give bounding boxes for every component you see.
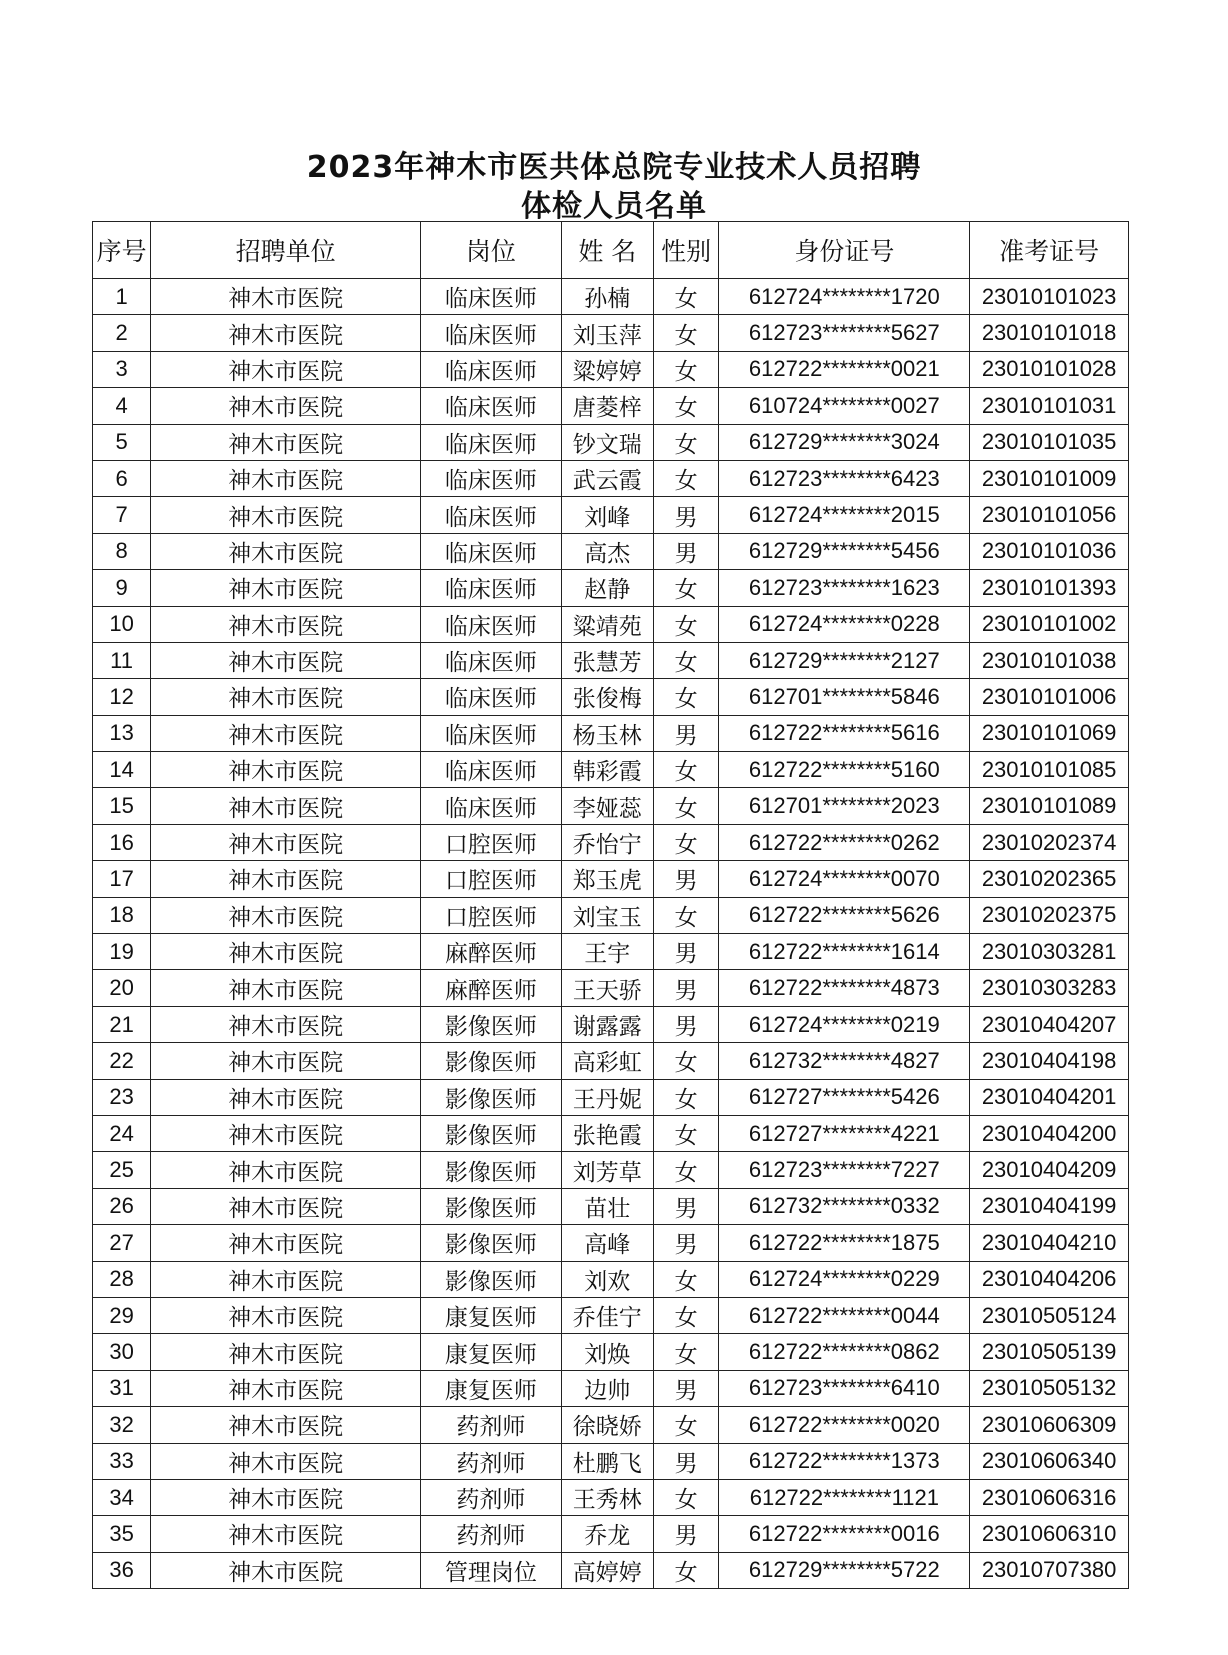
cell-id-number: 612722********1121 — [719, 1479, 970, 1515]
cell-name: 边帅 — [561, 1370, 653, 1406]
cell-id-number: 612729********3024 — [719, 424, 970, 460]
cell-name: 王宇 — [561, 934, 653, 970]
cell-id-number: 612723********1623 — [719, 570, 970, 606]
cell-id-number: 612722********4873 — [719, 970, 970, 1006]
cell-serial: 16 — [93, 824, 151, 860]
cell-id-number: 612722********0044 — [719, 1297, 970, 1333]
cell-id-number: 612722********1875 — [719, 1225, 970, 1261]
cell-serial: 21 — [93, 1006, 151, 1042]
cell-gender: 男 — [653, 1225, 719, 1261]
cell-exam-number: 23010101036 — [970, 533, 1129, 569]
cell-unit: 神木市医院 — [151, 497, 421, 533]
cell-exam-number: 23010101089 — [970, 788, 1129, 824]
cell-serial: 36 — [93, 1552, 151, 1588]
cell-position: 临床医师 — [421, 351, 562, 387]
document-subtitle: 体检人员名单 — [521, 189, 707, 224]
cell-serial: 4 — [93, 388, 151, 424]
cell-unit: 神木市医院 — [151, 1334, 421, 1370]
cell-gender: 男 — [653, 970, 719, 1006]
cell-serial: 17 — [93, 861, 151, 897]
cell-id-number: 612729********2127 — [719, 642, 970, 678]
cell-serial: 23 — [93, 1079, 151, 1115]
table-row — [93, 1407, 1129, 1443]
cell-position: 临床医师 — [421, 788, 562, 824]
cell-serial: 30 — [93, 1334, 151, 1370]
cell-exam-number: 23010404207 — [970, 1006, 1129, 1042]
cell-serial: 9 — [93, 570, 151, 606]
cell-exam-number: 23010101393 — [970, 570, 1129, 606]
table-row — [93, 1479, 1129, 1515]
cell-id-number: 612732********0332 — [719, 1188, 970, 1224]
table-row — [93, 533, 1129, 569]
cell-gender: 男 — [653, 715, 719, 751]
cell-exam-number: 23010303283 — [970, 970, 1129, 1006]
cell-name: 粱靖苑 — [561, 606, 653, 642]
cell-position: 临床医师 — [421, 497, 562, 533]
table-row — [93, 970, 1129, 1006]
cell-name: 张俊梅 — [561, 679, 653, 715]
cell-exam-number: 23010101009 — [970, 460, 1129, 496]
cell-exam-number: 23010101002 — [970, 606, 1129, 642]
table-row — [93, 388, 1129, 424]
cell-id-number: 612701********2023 — [719, 788, 970, 824]
cell-position: 药剂师 — [421, 1516, 562, 1552]
cell-id-number: 612732********4827 — [719, 1043, 970, 1079]
table-row — [93, 279, 1129, 315]
cell-name: 刘玉萍 — [561, 315, 653, 351]
cell-gender: 女 — [653, 606, 719, 642]
cell-unit: 神木市医院 — [151, 570, 421, 606]
cell-name: 高婷婷 — [561, 1552, 653, 1588]
table-row — [93, 1006, 1129, 1042]
cell-exam-number: 23010101038 — [970, 642, 1129, 678]
cell-position: 临床医师 — [421, 679, 562, 715]
cell-unit: 神木市医院 — [151, 1552, 421, 1588]
cell-serial: 29 — [93, 1297, 151, 1333]
cell-serial: 22 — [93, 1043, 151, 1079]
cell-name: 郑玉虎 — [561, 861, 653, 897]
cell-id-number: 612722********5160 — [719, 752, 970, 788]
cell-id-number: 612701********5846 — [719, 679, 970, 715]
table-row — [93, 679, 1129, 715]
cell-gender: 女 — [653, 752, 719, 788]
table-row — [93, 1443, 1129, 1479]
cell-position: 临床医师 — [421, 570, 562, 606]
cell-id-number: 612722********0021 — [719, 351, 970, 387]
cell-id-number: 612723********5627 — [719, 315, 970, 351]
cell-unit: 神木市医院 — [151, 1261, 421, 1297]
cell-serial: 15 — [93, 788, 151, 824]
cell-position: 临床医师 — [421, 533, 562, 569]
cell-id-number: 612724********0228 — [719, 606, 970, 642]
cell-gender: 男 — [653, 1516, 719, 1552]
cell-exam-number: 23010606316 — [970, 1479, 1129, 1515]
cell-gender: 女 — [653, 1261, 719, 1297]
cell-gender: 女 — [653, 351, 719, 387]
cell-unit: 神木市医院 — [151, 1297, 421, 1333]
table-row — [93, 460, 1129, 496]
cell-unit: 神木市医院 — [151, 606, 421, 642]
cell-position: 临床医师 — [421, 388, 562, 424]
cell-id-number: 612727********5426 — [719, 1079, 970, 1115]
cell-name: 李娅蕊 — [561, 788, 653, 824]
cell-gender: 男 — [653, 934, 719, 970]
header-unit: 招聘单位 — [151, 222, 421, 279]
cell-gender: 女 — [653, 1407, 719, 1443]
cell-gender: 女 — [653, 788, 719, 824]
cell-position: 临床医师 — [421, 315, 562, 351]
cell-exam-number: 23010101069 — [970, 715, 1129, 751]
cell-position: 临床医师 — [421, 752, 562, 788]
cell-id-number: 612722********0262 — [719, 824, 970, 860]
cell-exam-number: 23010101085 — [970, 752, 1129, 788]
table-row — [93, 1334, 1129, 1370]
cell-gender: 女 — [653, 1479, 719, 1515]
cell-gender: 女 — [653, 1334, 719, 1370]
cell-unit: 神木市医院 — [151, 460, 421, 496]
cell-name: 王天骄 — [561, 970, 653, 1006]
cell-name: 杨玉林 — [561, 715, 653, 751]
header-serial: 序号 — [93, 222, 151, 279]
cell-gender: 男 — [653, 1443, 719, 1479]
cell-unit: 神木市医院 — [151, 1370, 421, 1406]
cell-name: 张慧芳 — [561, 642, 653, 678]
cell-serial: 13 — [93, 715, 151, 751]
cell-exam-number: 23010101023 — [970, 279, 1129, 315]
cell-name: 唐菱梓 — [561, 388, 653, 424]
cell-exam-number: 23010404209 — [970, 1152, 1129, 1188]
table-row — [93, 351, 1129, 387]
table-row — [93, 606, 1129, 642]
cell-id-number: 612727********4221 — [719, 1115, 970, 1151]
cell-unit: 神木市医院 — [151, 715, 421, 751]
cell-serial: 25 — [93, 1152, 151, 1188]
cell-unit: 神木市医院 — [151, 1225, 421, 1261]
cell-serial: 34 — [93, 1479, 151, 1515]
cell-unit: 神木市医院 — [151, 1516, 421, 1552]
cell-name: 赵静 — [561, 570, 653, 606]
cell-serial: 27 — [93, 1225, 151, 1261]
cell-serial: 20 — [93, 970, 151, 1006]
cell-id-number: 612729********5456 — [719, 533, 970, 569]
table-row — [93, 1370, 1129, 1406]
cell-position: 药剂师 — [421, 1407, 562, 1443]
cell-unit: 神木市医院 — [151, 1006, 421, 1042]
cell-gender: 男 — [653, 497, 719, 533]
cell-name: 张艳霞 — [561, 1115, 653, 1151]
cell-serial: 5 — [93, 424, 151, 460]
cell-name: 刘宝玉 — [561, 897, 653, 933]
cell-serial: 32 — [93, 1407, 151, 1443]
cell-id-number: 612723********6410 — [719, 1370, 970, 1406]
cell-exam-number: 23010101006 — [970, 679, 1129, 715]
cell-serial: 1 — [93, 279, 151, 315]
cell-name: 刘峰 — [561, 497, 653, 533]
cell-exam-number: 23010505124 — [970, 1297, 1129, 1333]
cell-serial: 18 — [93, 897, 151, 933]
cell-gender: 女 — [653, 679, 719, 715]
cell-name: 武云霞 — [561, 460, 653, 496]
cell-name: 乔龙 — [561, 1516, 653, 1552]
table-row — [93, 824, 1129, 860]
table-row — [93, 861, 1129, 897]
cell-gender: 女 — [653, 1297, 719, 1333]
cell-serial: 35 — [93, 1516, 151, 1552]
cell-name: 谢露露 — [561, 1006, 653, 1042]
cell-exam-number: 23010101031 — [970, 388, 1129, 424]
cell-unit: 神木市医院 — [151, 897, 421, 933]
cell-position: 麻醉医师 — [421, 934, 562, 970]
cell-position: 影像医师 — [421, 1152, 562, 1188]
table-row — [93, 424, 1129, 460]
cell-position: 影像医师 — [421, 1115, 562, 1151]
cell-serial: 6 — [93, 460, 151, 496]
cell-id-number: 612722********5626 — [719, 897, 970, 933]
table-row — [93, 497, 1129, 533]
cell-position: 口腔医师 — [421, 861, 562, 897]
cell-unit: 神木市医院 — [151, 861, 421, 897]
cell-exam-number: 23010101028 — [970, 351, 1129, 387]
cell-position: 影像医师 — [421, 1043, 562, 1079]
cell-position: 临床医师 — [421, 606, 562, 642]
cell-gender: 女 — [653, 1043, 719, 1079]
cell-position: 影像医师 — [421, 1225, 562, 1261]
cell-unit: 神木市医院 — [151, 824, 421, 860]
table-row — [93, 752, 1129, 788]
cell-position: 康复医师 — [421, 1334, 562, 1370]
cell-position: 临床医师 — [421, 460, 562, 496]
cell-serial: 31 — [93, 1370, 151, 1406]
cell-gender: 女 — [653, 460, 719, 496]
cell-id-number: 612724********0070 — [719, 861, 970, 897]
cell-name: 徐晓娇 — [561, 1407, 653, 1443]
cell-exam-number: 23010101018 — [970, 315, 1129, 351]
cell-name: 孙楠 — [561, 279, 653, 315]
cell-exam-number: 23010606310 — [970, 1516, 1129, 1552]
cell-exam-number: 23010202365 — [970, 861, 1129, 897]
table-row — [93, 1188, 1129, 1224]
cell-exam-number: 23010101035 — [970, 424, 1129, 460]
cell-name: 刘欢 — [561, 1261, 653, 1297]
cell-name: 韩彩霞 — [561, 752, 653, 788]
exam-list-table — [92, 221, 1129, 1589]
cell-position: 临床医师 — [421, 279, 562, 315]
cell-name: 王秀林 — [561, 1479, 653, 1515]
cell-exam-number: 23010606309 — [970, 1407, 1129, 1443]
table-row — [93, 1516, 1129, 1552]
table-row — [93, 715, 1129, 751]
header-position: 岗位 — [421, 222, 562, 279]
cell-name: 乔佳宁 — [561, 1297, 653, 1333]
cell-name: 王丹妮 — [561, 1079, 653, 1115]
cell-unit: 神木市医院 — [151, 752, 421, 788]
table-row — [93, 788, 1129, 824]
cell-unit: 神木市医院 — [151, 424, 421, 460]
cell-serial: 26 — [93, 1188, 151, 1224]
cell-name: 刘焕 — [561, 1334, 653, 1370]
table-row — [93, 1043, 1129, 1079]
cell-gender: 女 — [653, 388, 719, 424]
cell-gender: 女 — [653, 315, 719, 351]
cell-serial: 12 — [93, 679, 151, 715]
cell-serial: 28 — [93, 1261, 151, 1297]
cell-serial: 11 — [93, 642, 151, 678]
cell-exam-number: 23010404200 — [970, 1115, 1129, 1151]
cell-exam-number: 23010202375 — [970, 897, 1129, 933]
cell-serial: 14 — [93, 752, 151, 788]
cell-serial: 7 — [93, 497, 151, 533]
cell-gender: 女 — [653, 570, 719, 606]
cell-gender: 女 — [653, 1152, 719, 1188]
cell-exam-number: 23010202374 — [970, 824, 1129, 860]
table-row — [93, 1115, 1129, 1151]
cell-position: 口腔医师 — [421, 897, 562, 933]
cell-name: 粱婷婷 — [561, 351, 653, 387]
cell-position: 影像医师 — [421, 1188, 562, 1224]
cell-unit: 神木市医院 — [151, 934, 421, 970]
cell-unit: 神木市医院 — [151, 388, 421, 424]
cell-serial: 19 — [93, 934, 151, 970]
header-id-number: 身份证号 — [719, 222, 970, 279]
table-row — [93, 897, 1129, 933]
cell-serial: 8 — [93, 533, 151, 569]
cell-serial: 10 — [93, 606, 151, 642]
cell-gender: 女 — [653, 424, 719, 460]
cell-name: 苗壮 — [561, 1188, 653, 1224]
cell-id-number: 612723********7227 — [719, 1152, 970, 1188]
cell-name: 乔怡宁 — [561, 824, 653, 860]
table-row — [93, 1152, 1129, 1188]
cell-name: 高杰 — [561, 533, 653, 569]
cell-gender: 女 — [653, 897, 719, 933]
cell-unit: 神木市医院 — [151, 351, 421, 387]
cell-exam-number: 23010404206 — [970, 1261, 1129, 1297]
cell-serial: 33 — [93, 1443, 151, 1479]
cell-gender: 女 — [653, 642, 719, 678]
cell-gender: 男 — [653, 1188, 719, 1224]
cell-serial: 2 — [93, 315, 151, 351]
cell-position: 药剂师 — [421, 1479, 562, 1515]
cell-exam-number: 23010707380 — [970, 1552, 1129, 1588]
cell-gender: 女 — [653, 279, 719, 315]
header-gender: 性别 — [653, 222, 719, 279]
cell-id-number: 612722********0016 — [719, 1516, 970, 1552]
cell-position: 康复医师 — [421, 1370, 562, 1406]
cell-name: 钞文瑞 — [561, 424, 653, 460]
cell-unit: 神木市医院 — [151, 1079, 421, 1115]
cell-position: 口腔医师 — [421, 824, 562, 860]
cell-id-number: 612722********5616 — [719, 715, 970, 751]
cell-unit: 神木市医院 — [151, 1043, 421, 1079]
cell-gender: 女 — [653, 1552, 719, 1588]
cell-exam-number: 23010404199 — [970, 1188, 1129, 1224]
header-name: 姓 名 — [561, 222, 653, 279]
cell-gender: 女 — [653, 1079, 719, 1115]
table-row — [93, 1261, 1129, 1297]
cell-exam-number: 23010606340 — [970, 1443, 1129, 1479]
cell-id-number: 612722********0020 — [719, 1407, 970, 1443]
cell-position: 管理岗位 — [421, 1552, 562, 1588]
cell-gender: 男 — [653, 1370, 719, 1406]
cell-serial: 24 — [93, 1115, 151, 1151]
cell-name: 刘芳草 — [561, 1152, 653, 1188]
cell-id-number: 612722********0862 — [719, 1334, 970, 1370]
table-row — [93, 642, 1129, 678]
cell-position: 麻醉医师 — [421, 970, 562, 1006]
cell-id-number: 612724********2015 — [719, 497, 970, 533]
cell-unit: 神木市医院 — [151, 788, 421, 824]
table-row — [93, 570, 1129, 606]
cell-unit: 神木市医院 — [151, 279, 421, 315]
cell-unit: 神木市医院 — [151, 533, 421, 569]
cell-name: 高彩虹 — [561, 1043, 653, 1079]
table-row — [93, 934, 1129, 970]
table-row — [93, 1552, 1129, 1588]
cell-exam-number: 23010404210 — [970, 1225, 1129, 1261]
cell-id-number: 612722********1373 — [719, 1443, 970, 1479]
cell-position: 临床医师 — [421, 715, 562, 751]
cell-exam-number: 23010303281 — [970, 934, 1129, 970]
header-exam-number: 准考证号 — [970, 222, 1129, 279]
cell-id-number: 612723********6423 — [719, 460, 970, 496]
table-row — [93, 315, 1129, 351]
cell-gender: 女 — [653, 824, 719, 860]
cell-id-number: 612722********1614 — [719, 934, 970, 970]
cell-unit: 神木市医院 — [151, 970, 421, 1006]
cell-id-number: 612724********0219 — [719, 1006, 970, 1042]
cell-exam-number: 23010505139 — [970, 1334, 1129, 1370]
cell-unit: 神木市医院 — [151, 315, 421, 351]
cell-position: 影像医师 — [421, 1261, 562, 1297]
cell-name: 高峰 — [561, 1225, 653, 1261]
cell-gender: 男 — [653, 1006, 719, 1042]
cell-id-number: 610724********0027 — [719, 388, 970, 424]
cell-unit: 神木市医院 — [151, 1115, 421, 1151]
cell-id-number: 612724********0229 — [719, 1261, 970, 1297]
cell-id-number: 612729********5722 — [719, 1552, 970, 1588]
table-row — [93, 1225, 1129, 1261]
cell-unit: 神木市医院 — [151, 1407, 421, 1443]
cell-exam-number: 23010505132 — [970, 1370, 1129, 1406]
cell-position: 影像医师 — [421, 1079, 562, 1115]
cell-gender: 男 — [653, 533, 719, 569]
cell-id-number: 612724********1720 — [719, 279, 970, 315]
cell-name: 杜鹏飞 — [561, 1443, 653, 1479]
cell-position: 康复医师 — [421, 1297, 562, 1333]
table-header-row — [93, 222, 1129, 279]
document-title: 2023年神木市医共体总院专业技术人员招聘 — [306, 150, 922, 185]
cell-gender: 男 — [653, 861, 719, 897]
cell-exam-number: 23010101056 — [970, 497, 1129, 533]
cell-unit: 神木市医院 — [151, 1443, 421, 1479]
cell-serial: 3 — [93, 351, 151, 387]
cell-position: 临床医师 — [421, 424, 562, 460]
table-row — [93, 1079, 1129, 1115]
cell-position: 临床医师 — [421, 642, 562, 678]
cell-position: 影像医师 — [421, 1006, 562, 1042]
cell-unit: 神木市医院 — [151, 642, 421, 678]
cell-unit: 神木市医院 — [151, 1152, 421, 1188]
cell-exam-number: 23010404201 — [970, 1079, 1129, 1115]
cell-position: 药剂师 — [421, 1443, 562, 1479]
cell-unit: 神木市医院 — [151, 1479, 421, 1515]
table-row — [93, 1297, 1129, 1333]
cell-unit: 神木市医院 — [151, 1188, 421, 1224]
cell-gender: 女 — [653, 1115, 719, 1151]
cell-unit: 神木市医院 — [151, 679, 421, 715]
cell-exam-number: 23010404198 — [970, 1043, 1129, 1079]
